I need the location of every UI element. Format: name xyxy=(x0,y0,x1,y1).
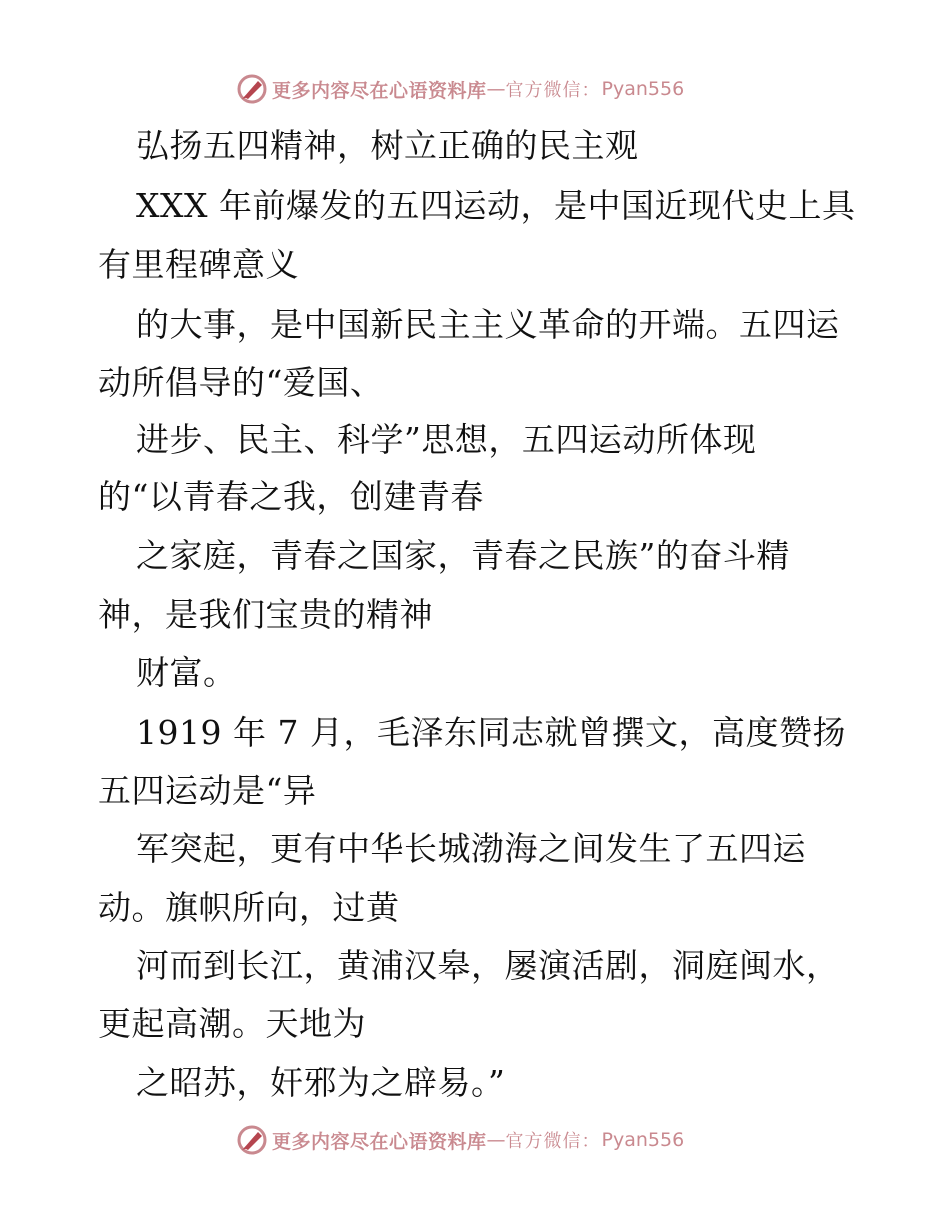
doc-line: 之家庭，青春之国家，青春之民族”的奋斗精 xyxy=(136,536,790,575)
watermark-main-text: 更多内容尽在心语资料库 xyxy=(272,1130,487,1153)
doc-line: 动所倡导的“爱国、 xyxy=(98,363,384,402)
watermark-separator: ： xyxy=(581,1131,600,1152)
doc-line: 更起高潮。天地为 xyxy=(98,1004,366,1043)
watermark-id: Pyan556 xyxy=(601,1129,685,1151)
pen-logo-icon xyxy=(236,73,268,105)
pen-logo-icon xyxy=(236,1124,268,1156)
watermark-dash: — xyxy=(486,1129,506,1151)
watermark-dash: — xyxy=(486,78,506,100)
doc-line: XXX 年前爆发的五四运动，是中国近现代史上具 xyxy=(136,186,856,225)
doc-line: 1919 年 7 月，毛泽东同志就曾撰文，高度赞扬 xyxy=(136,713,846,752)
watermark-sub-text: 官方微信 xyxy=(505,80,582,101)
doc-line: 财富。 xyxy=(136,653,237,692)
doc-line: 五四运动是“异 xyxy=(98,771,317,810)
footer-watermark xyxy=(236,1123,684,1157)
doc-line: 动。旗帜所向，过黄 xyxy=(98,888,400,927)
watermark-main-text: 更多内容尽在心语资料库 xyxy=(272,79,487,102)
doc-line: 神，是我们宝贵的精神 xyxy=(98,595,433,634)
doc-line: 的大事，是中国新民主主义革命的开端。五四运 xyxy=(136,305,840,344)
doc-line: 的“以青春之我，创建青春 xyxy=(98,477,484,516)
watermark-id: Pyan556 xyxy=(601,78,685,100)
doc-line: 军突起，更有中华长城渤海之间发生了五四运 xyxy=(136,829,806,868)
doc-title: 弘扬五四精神，树立正确的民主观 xyxy=(136,126,639,165)
header-watermark xyxy=(236,72,684,106)
doc-line: 有里程碑意义 xyxy=(98,245,299,284)
doc-line: 河而到长江，黄浦汉皋，屡演活剧，洞庭闽水， xyxy=(136,946,840,985)
watermark-separator: ： xyxy=(581,80,600,101)
doc-line: 之昭苏，奸邪为之辟易。” xyxy=(136,1063,506,1102)
watermark-sub-text: 官方微信 xyxy=(505,1131,582,1152)
doc-line: 进步、民主、科学”思想，五四运动所体现 xyxy=(136,420,757,459)
